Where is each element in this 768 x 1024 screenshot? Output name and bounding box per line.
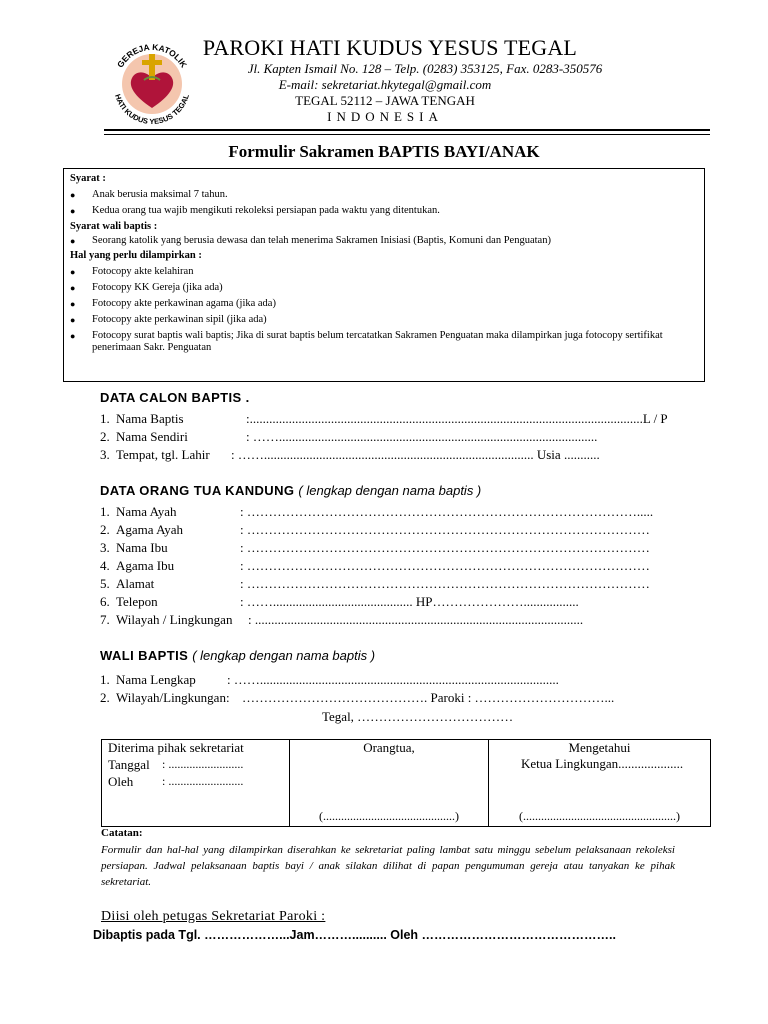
attachment-item-text: Fotocopy surat baptis wali baptis; Jika di surat baptis belum tercatatkan Sakramen Penguatan maka dilampirkan juga fotocopy sertifikat penerimaan Sakr. Penguatan [92,330,663,353]
section-wali-heading: WALI BAPTIS ( lengkap dengan nama baptis ) [100,648,376,663]
parish-country: INDONESIA [327,109,443,124]
bullet-icon: ● [70,206,76,216]
field-fill-line[interactable]: ……………………………………. Paroki : …………………………... [242,690,615,705]
parish-city: TEGAL 52112 – JAWA TENGAH [295,93,475,108]
ortu-row [100,594,700,610]
field-label: Nama Ibu [116,540,168,555]
calon-row [100,429,700,445]
ortu-row [100,576,700,592]
attachment-item [70,266,698,278]
attachments-heading: Hal yang perlu dilampirkan : [70,250,202,261]
field-fill-line[interactable]: : ………………………………………………………………………………… [240,540,650,555]
bullet-icon: ● [70,236,76,246]
bullet-icon: ● [70,299,76,309]
parish-name: PAROKI HATI KUDUS YESUS TEGAL [202,35,578,60]
attachment-item [70,314,698,326]
row-number: 1. [100,672,110,687]
field-label: Tempat, tgl. Lahir [116,447,210,462]
signature-table [101,739,711,827]
field-fill-line[interactable]: : …….................................................................................................. [246,429,598,444]
field-label: Nama Lengkap [116,672,196,687]
field-fill-line[interactable]: : ………………………………………………………………………………… [240,522,650,537]
catatan-heading: Catatan: [101,827,143,839]
petugas-heading: Diisi oleh petugas Sekretariat Paroki : [101,909,326,924]
tanggal-field[interactable]: : ......................... [162,757,244,771]
calon-row [100,447,700,463]
field-fill-line[interactable]: : ………………………………………………………………………………… [240,558,650,573]
row-number: 3. [100,540,110,555]
header-rule-thick [104,129,710,131]
ortu-row [100,504,700,520]
field-label: Telepon [116,594,158,609]
field-fill-line[interactable]: :.........................................................................................................................L / P [246,411,668,426]
wali-requirement-item-text: Seorang katolik yang berusia dewasa dan telah menerima Sakramen Inisiasi (Baptis, Komuni dan Penguatan) [92,235,551,246]
oleh-label: Oleh [108,774,134,789]
secretariat-title: Diterima pihak sekretariat [108,740,244,755]
bullet-icon: ● [70,190,76,200]
section-calon-heading: DATA CALON BAPTIS . [100,390,250,405]
attachment-item [70,282,698,294]
attachment-item [70,330,698,354]
row-number: 2. [100,429,110,444]
wali-requirement-item [70,235,698,247]
field-label: Wilayah/Lingkungan: [116,690,230,705]
field-fill-line[interactable]: : ………………………………………………………………………………..... [240,504,654,519]
parent-title: Orangtua, [363,740,415,755]
field-label: Agama Ibu [116,558,175,573]
bullet-icon: ● [70,267,76,277]
secretariat-cell [102,740,290,827]
row-number: 2. [100,690,110,705]
row-number: 5. [100,576,110,591]
lingkungan-signature-field[interactable]: (...................................................) [519,809,680,823]
bullet-icon: ● [70,283,76,293]
parent-signature-field[interactable]: (............................................) [319,809,459,823]
syarat-item [70,189,698,201]
parent-signature-cell [290,740,489,827]
row-number: 1. [100,504,110,519]
syarat-item-text: Kedua orang tua wajib mengikuti rekoleksi persiapan pada waktu yang ditentukan. [92,205,440,216]
attachment-item [70,298,698,310]
syarat-heading: Syarat : [70,173,106,184]
wali-requirements-heading: Syarat wali baptis : [70,221,158,232]
field-fill-line[interactable]: : ……........................................... HP…………………................. [240,594,579,609]
field-label: Alamat [116,576,155,591]
field-label: Wilayah / Lingkungan [116,612,233,627]
ortu-row [100,540,700,556]
parish-address: Jl. Kapten Ismail No. 128 – Telp. (0283) 353125, Fax. 0283-350576 [247,61,603,76]
ketua-lingkungan-label: Ketua Lingkungan.................... [521,756,684,771]
row-number: 7. [100,612,110,627]
ortu-row [100,612,700,628]
requirements-box [63,168,705,382]
row-number: 2. [100,522,110,537]
wali-row [100,672,700,688]
header-rule-thin [104,134,710,135]
ortu-row [100,522,700,538]
tegal-date-line[interactable]: Tegal, ……………………………… [322,709,514,724]
row-number: 4. [100,558,110,573]
logo-text-top: GEREJA KATOLIK [114,41,190,70]
calon-row [100,411,700,427]
syarat-item [70,205,698,217]
row-number: 1. [100,411,110,426]
tanggal-label: Tanggal [108,757,150,772]
field-label: Nama Ayah [116,504,177,519]
bullet-icon: ● [70,315,76,325]
field-fill-line[interactable]: : ……............................................................................................ [227,672,559,687]
attachment-item-text: Fotocopy KK Gereja (jika ada) [92,282,223,293]
oleh-field[interactable]: : ......................... [162,774,244,788]
bullet-icon: ● [70,331,76,341]
attachment-item-text: Fotocopy akte kelahiran [92,266,194,277]
wali-row [100,690,700,706]
mengetahui-title: Mengetahui [568,740,631,755]
row-number: 6. [100,594,110,609]
field-label: Nama Sendiri [116,429,188,444]
field-fill-line[interactable]: : ..................................................................................................... [248,612,584,627]
lingkungan-signature-cell [489,740,711,827]
field-fill-line[interactable]: : ………………………………………………………………………………… [240,576,650,591]
field-label: Agama Ayah [116,522,184,537]
section-ortu-heading: DATA ORANG TUA KANDUNG ( lengkap dengan nama baptis ) [100,483,482,498]
catatan-text: Formulir dan hal-hal yang dilampirkan diserahkan ke sekretariat paling lambat satu minggu sebelum pelaksanaan rekoleksi persiapan. Jadwal pelaksanaan baptis bayi / anak silakan dilihat di papan pengumuman gereja atau tanyakan ke pihak sekretariat. [101,844,675,888]
field-fill-line[interactable]: : ……................................................................................... Usia ........... [231,447,600,462]
row-number: 3. [100,447,110,462]
attachment-item-text: Fotocopy akte perkawinan agama (jika ada) [92,298,276,309]
syarat-item-text: Anak berusia maksimal 7 tahun. [92,189,228,200]
dibaptis-line[interactable]: Dibaptis pada Tgl. ………………...Jam……….......... Oleh ……………………………………….. [93,928,616,942]
logo-text-bottom: HATI KUDUS YESUS TEGAL [113,92,191,127]
form-title: Formulir Sakramen BAPTIS BAYI/ANAK [228,142,540,161]
field-label: Nama Baptis [116,411,184,426]
ortu-row [100,558,700,574]
parish-logo [104,34,200,130]
parish-email: E-mail: sekretariat.hkytegal@gmail.com [278,77,492,92]
attachment-item-text: Fotocopy akte perkawinan sipil (jika ada) [92,314,267,325]
